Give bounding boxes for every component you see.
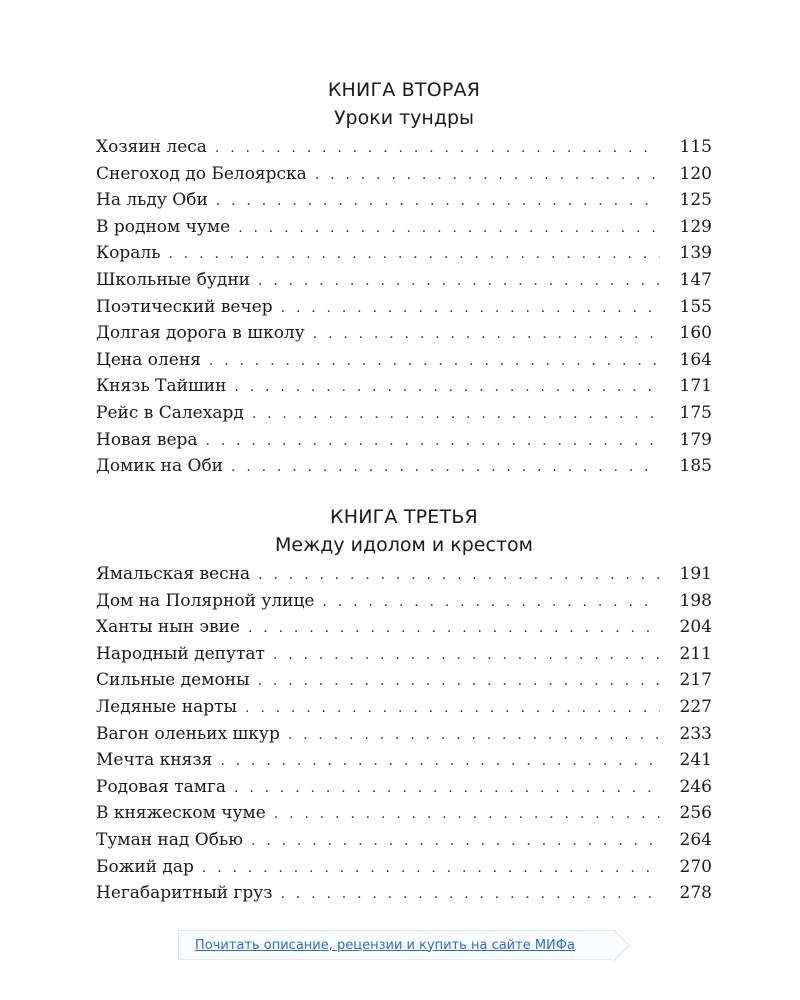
toc-entry-title: Сильные демоны	[96, 670, 250, 691]
toc-entry-page: 217	[679, 670, 712, 691]
toc-entry-page: 211	[679, 643, 712, 664]
toc-entry-page: 171	[679, 376, 712, 397]
dot-leader	[258, 268, 660, 295]
dot-leader	[234, 775, 660, 802]
toc-entry	[96, 134, 712, 161]
toc-entry-title: Негабаритный груз	[96, 883, 273, 904]
toc-entry-title: Школьные будни	[96, 269, 251, 290]
toc-entry-title: Туман над Обью	[96, 829, 243, 850]
toc-entry-page: 155	[679, 296, 712, 317]
toc-entry	[96, 721, 712, 748]
book-two-section	[96, 76, 712, 480]
toc-entry	[96, 453, 712, 480]
toc-entry-title: Новая вера	[96, 429, 198, 450]
dot-leader	[288, 722, 660, 749]
toc-entry-title: Божий дар	[96, 856, 194, 877]
toc-entry	[96, 294, 712, 321]
dot-leader	[281, 881, 660, 908]
toc-entry	[96, 854, 712, 881]
toc-entry-page: 204	[679, 617, 712, 638]
toc-entry-page: 147	[679, 269, 712, 290]
toc-entry-title: Народный депутат	[96, 643, 265, 664]
toc-entry-title: Мечта князя	[96, 750, 213, 771]
dot-leader	[322, 589, 660, 616]
dot-leader	[215, 135, 660, 162]
toc-entry-page: 115	[679, 137, 712, 157]
dot-leader	[252, 401, 660, 428]
toc-entry	[96, 561, 712, 588]
toc-entry-title: Родовая тамга	[96, 776, 227, 797]
dot-leader	[245, 695, 660, 722]
toc-entry	[96, 800, 712, 827]
toc-entry-title: Вагон оленьих шкур	[96, 723, 280, 744]
dot-leader	[248, 615, 660, 642]
toc-entry-title: В родном чуме	[96, 216, 231, 237]
dot-leader	[220, 748, 660, 775]
toc-entry	[96, 614, 712, 641]
toc-entry	[96, 267, 712, 294]
dot-leader	[281, 295, 660, 322]
toc-entry-title: Рейс в Салехард	[96, 402, 244, 423]
toc-entry-page: 125	[679, 190, 712, 211]
dot-leader	[206, 428, 660, 455]
toc-entry-page: 256	[679, 803, 712, 824]
toc-entry	[96, 880, 712, 907]
toc-entry-title: Поэтический вечер	[96, 296, 273, 317]
toc-entry	[96, 214, 712, 241]
toc-entry-title: В княжеском чуме	[96, 803, 266, 824]
toc-entry	[96, 827, 712, 854]
toc-entry-title: Цена оленя	[96, 349, 201, 370]
toc-list	[96, 561, 712, 907]
toc-entry	[96, 774, 712, 801]
toc-entry	[96, 667, 712, 694]
toc-entry-page: 175	[679, 402, 712, 423]
toc-entry-page: 227	[679, 696, 712, 717]
book-subtitle: Между идолом и крестом	[275, 534, 533, 556]
toc-entry-page: 164	[679, 349, 712, 370]
toc-entry-title: Долгая дорога в школу	[96, 323, 305, 344]
toc-entry-title: На льду Оби	[96, 190, 208, 211]
toc-entry	[96, 400, 712, 427]
dot-leader	[258, 668, 660, 695]
toc-entry	[96, 320, 712, 347]
toc-entry-page: 120	[679, 163, 712, 184]
toc-entry	[96, 373, 712, 400]
dot-leader	[209, 348, 660, 375]
toc-entry-page: 264	[679, 829, 712, 850]
toc-entry	[96, 240, 712, 267]
toc-entry	[96, 588, 712, 615]
toc-entry-page: 179	[679, 429, 712, 450]
book-title: КНИГА ВТОРАЯ	[327, 79, 481, 101]
book-three-section	[96, 503, 712, 907]
toc-entry-page: 129	[679, 216, 712, 237]
toc-entry-title: Снегоход до Белоярска	[96, 163, 307, 184]
toc-entry-title: Князь Тайшин	[96, 376, 227, 397]
dot-leader	[234, 374, 660, 401]
toc-entry-page: 139	[679, 243, 712, 264]
dot-leader	[202, 855, 660, 882]
toc-entry-page: 270	[679, 856, 712, 877]
toc-entry-title: Ханты нын эвие	[96, 617, 240, 638]
toc-entry	[96, 187, 712, 214]
dot-leader	[251, 828, 660, 855]
toc-entry	[96, 641, 712, 668]
toc-entry-page: 191	[679, 564, 712, 584]
toc-entry	[96, 747, 712, 774]
dot-leader	[238, 215, 660, 242]
dot-leader	[258, 562, 660, 589]
toc-list	[96, 134, 712, 480]
dot-leader	[274, 801, 660, 828]
toc-entry-page: 278	[679, 883, 712, 904]
toc-entry-title: Ледяные нарты	[96, 696, 238, 717]
dot-leader	[231, 454, 660, 481]
dot-leader	[315, 162, 660, 189]
toc-entry-title: Домик на Оби	[96, 456, 224, 477]
toc-entry-page: 233	[679, 723, 712, 744]
dot-leader	[168, 241, 660, 268]
toc-entry-page: 241	[679, 750, 712, 771]
toc-entry	[96, 161, 712, 188]
toc-entry-title: Хозяин леса	[96, 137, 207, 157]
toc-entry	[96, 347, 712, 374]
mif-store-link[interactable]: Почитать описание, рецензии и купить на сайте МИФа	[178, 930, 616, 960]
toc-entry-page: 246	[679, 776, 712, 797]
book-subtitle: Уроки тундры	[333, 107, 475, 129]
toc-entry	[96, 694, 712, 721]
toc-entry-title: Кораль	[96, 243, 161, 264]
toc-entry-page: 198	[679, 590, 712, 611]
toc-entry	[96, 427, 712, 454]
toc-entry-page: 160	[679, 323, 712, 344]
book-title: КНИГА ТРЕТЬЯ	[330, 506, 478, 528]
toc-entry-page: 185	[679, 456, 712, 477]
dot-leader	[216, 188, 660, 215]
toc-entry-title: Ямальская весна	[96, 564, 251, 584]
dot-leader	[273, 642, 660, 669]
toc-entry-title: Дом на Полярной улице	[96, 590, 315, 611]
dot-leader	[313, 321, 660, 348]
